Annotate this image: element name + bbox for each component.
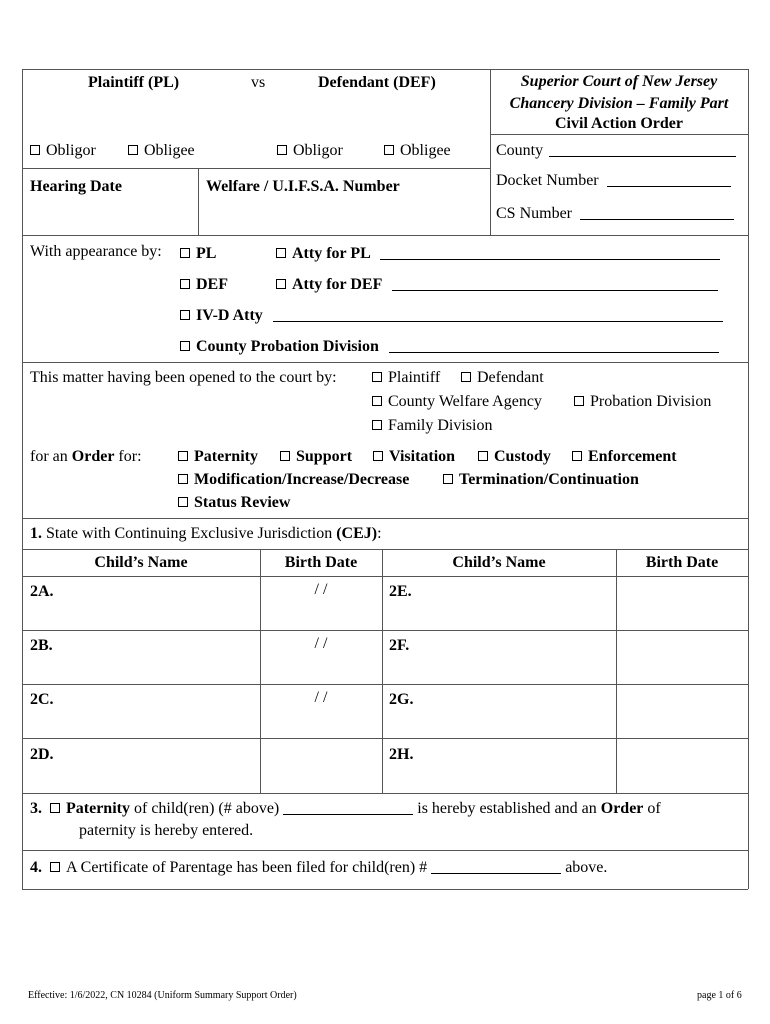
- col-header-birth-date: Birth Date: [645, 554, 719, 571]
- row-label-2h: 2H.: [389, 746, 414, 763]
- appearance-ivd[interactable]: IV-D Atty: [180, 306, 723, 326]
- divider: [198, 168, 199, 235]
- footer-effective: Effective: 1/6/2022, CN 10284 (Uniform Summary Support Order): [28, 990, 297, 1001]
- plaintiff-label: Plaintiff (PL): [88, 74, 180, 91]
- welfare-label: Welfare / U.I.F.S.A. Number: [206, 178, 400, 195]
- atty-def-input[interactable]: [392, 276, 718, 291]
- order-modification[interactable]: Modification/Increase/Decrease: [178, 470, 409, 490]
- divider: [22, 518, 748, 519]
- checkbox[interactable]: [180, 310, 190, 320]
- border-right: [748, 69, 749, 889]
- checkbox[interactable]: [128, 145, 138, 155]
- opened-plaintiff[interactable]: Plaintiff: [372, 368, 440, 388]
- checkbox[interactable]: [372, 396, 382, 406]
- appearance-pl[interactable]: PL: [180, 244, 216, 264]
- checkbox[interactable]: [373, 451, 383, 461]
- row-label-2g: 2G.: [389, 691, 414, 708]
- docket-input[interactable]: [607, 172, 731, 187]
- defendant-label: Defendant (DEF): [318, 74, 436, 91]
- appearance-atty-pl[interactable]: Atty for PL: [276, 244, 720, 264]
- row-label-2b: 2B.: [30, 637, 53, 654]
- checkbox[interactable]: [178, 451, 188, 461]
- checkbox[interactable]: [443, 474, 453, 484]
- row-label-2a: 2A.: [30, 583, 54, 600]
- certificate-checkbox[interactable]: [50, 862, 60, 872]
- order-visitation[interactable]: Visitation: [373, 447, 455, 467]
- row-label-2c: 2C.: [30, 691, 54, 708]
- order-custody[interactable]: Custody: [478, 447, 551, 467]
- divider: [22, 793, 748, 794]
- section-3: 3. Paternity of child(ren) (# above) is hereby established and an Order of: [30, 800, 661, 817]
- county-field[interactable]: County: [496, 141, 736, 161]
- birth-date-2b[interactable]: / /: [314, 635, 328, 652]
- divider: [22, 576, 748, 577]
- paternity-checkbox[interactable]: [50, 803, 60, 813]
- divider: [22, 684, 748, 685]
- atty-pl-input[interactable]: [380, 245, 720, 260]
- opened-welfare[interactable]: County Welfare Agency: [372, 392, 542, 412]
- birth-date-2a[interactable]: / /: [314, 581, 328, 598]
- hearing-date-label: Hearing Date: [30, 178, 122, 195]
- checkbox[interactable]: [277, 145, 287, 155]
- checkbox[interactable]: [280, 451, 290, 461]
- appearance-atty-def[interactable]: Atty for DEF: [276, 275, 718, 295]
- order-support[interactable]: Support: [280, 447, 352, 467]
- ivd-input[interactable]: [273, 307, 723, 322]
- appearance-def[interactable]: DEF: [180, 275, 228, 295]
- divider: [22, 850, 748, 851]
- footer-page-number: page 1 of 6: [697, 990, 742, 1001]
- order-enforcement[interactable]: Enforcement: [572, 447, 677, 467]
- checkbox[interactable]: [461, 372, 471, 382]
- divider: [490, 134, 748, 135]
- section-3-line2: paternity is hereby entered.: [79, 822, 254, 839]
- checkbox[interactable]: [276, 279, 286, 289]
- order-termination[interactable]: Termination/Continuation: [443, 470, 639, 490]
- divider: [382, 549, 383, 793]
- checkbox[interactable]: [30, 145, 40, 155]
- col-header-birth-date: Birth Date: [284, 554, 358, 571]
- def-obligee-option[interactable]: Obligee: [384, 141, 451, 161]
- court-name: Superior Court of New Jersey: [520, 73, 718, 90]
- checkbox[interactable]: [180, 248, 190, 258]
- row-label-2e: 2E.: [389, 583, 412, 600]
- section-1: 1. State with Continuing Exclusive Jurisdiction (CEJ):: [30, 525, 382, 542]
- cs-field[interactable]: CS Number: [496, 204, 734, 224]
- border-top: [22, 69, 748, 70]
- order-paternity[interactable]: Paternity: [178, 447, 258, 467]
- divider: [22, 549, 748, 550]
- divider: [616, 549, 617, 793]
- pl-obligor-option[interactable]: Obligor: [30, 141, 96, 161]
- vs-label: vs: [251, 74, 266, 91]
- checkbox[interactable]: [384, 145, 394, 155]
- order-type: Civil Action Order: [555, 115, 683, 132]
- birth-date-2c[interactable]: / /: [314, 689, 328, 706]
- cs-input[interactable]: [580, 205, 734, 220]
- appearance-probation[interactable]: County Probation Division: [180, 337, 719, 357]
- checkbox[interactable]: [372, 372, 382, 382]
- opened-family[interactable]: Family Division: [372, 416, 492, 436]
- opened-label: This matter having been opened to the court by:: [30, 369, 337, 386]
- order-for-label: for an Order for:: [30, 448, 142, 465]
- checkbox[interactable]: [478, 451, 488, 461]
- opened-probation[interactable]: Probation Division: [574, 392, 711, 412]
- checkbox[interactable]: [572, 451, 582, 461]
- county-input[interactable]: [549, 142, 736, 157]
- divider: [22, 168, 490, 169]
- checkbox[interactable]: [180, 279, 190, 289]
- checkbox[interactable]: [178, 474, 188, 484]
- court-division: Chancery Division – Family Part: [509, 95, 729, 112]
- certificate-children-input[interactable]: [431, 859, 561, 874]
- section-4: 4. A Certificate of Parentage has been filed for child(ren) # above.: [30, 859, 608, 876]
- order-status-review[interactable]: Status Review: [178, 493, 290, 513]
- col-header-childs-name: Child’s Name: [452, 554, 546, 571]
- appearance-label: With appearance by:: [30, 243, 162, 260]
- border-bottom: [22, 889, 748, 890]
- border-left: [22, 69, 23, 889]
- checkbox[interactable]: [180, 341, 190, 351]
- checkbox[interactable]: [574, 396, 584, 406]
- divider: [22, 738, 748, 739]
- divider: [22, 362, 748, 363]
- docket-field[interactable]: Docket Number: [496, 171, 731, 191]
- checkbox[interactable]: [178, 497, 188, 507]
- row-label-2f: 2F.: [389, 637, 410, 654]
- opened-defendant[interactable]: Defendant: [461, 368, 544, 388]
- divider: [22, 630, 748, 631]
- checkbox[interactable]: [276, 248, 286, 258]
- def-obligor-option[interactable]: Obligor: [277, 141, 343, 161]
- row-label-2d: 2D.: [30, 746, 54, 763]
- probation-input[interactable]: [389, 338, 719, 353]
- col-header-childs-name: Child’s Name: [94, 554, 188, 571]
- paternity-children-input[interactable]: [283, 800, 413, 815]
- checkbox[interactable]: [372, 420, 382, 430]
- divider: [22, 235, 748, 236]
- pl-obligee-option[interactable]: Obligee: [128, 141, 195, 161]
